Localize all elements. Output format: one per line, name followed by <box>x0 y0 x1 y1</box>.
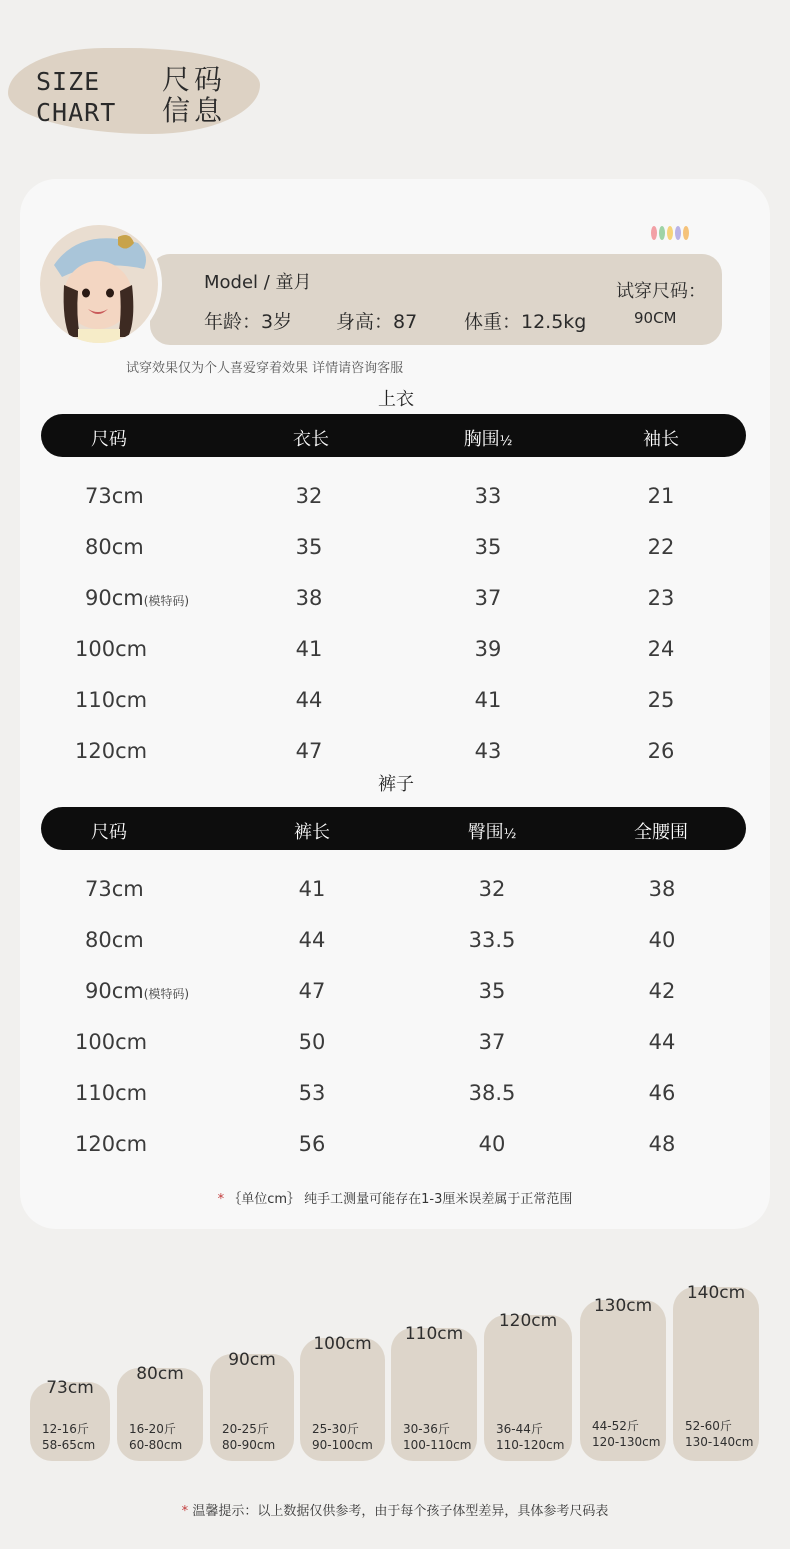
top-header-chest-half: ½ <box>499 434 513 449</box>
model-name: Model / 童月 <box>204 272 312 293</box>
measurement-cell: 44 <box>295 688 323 712</box>
table-row <box>0 1030 790 1070</box>
measurement-cell: 50 <box>298 1030 326 1054</box>
measurement-cell: 42 <box>648 979 676 1003</box>
size-cell <box>75 688 147 712</box>
table-row <box>0 535 790 575</box>
measurement-cell: 44 <box>648 1030 676 1054</box>
height-bar-height: 100-110cm <box>403 1438 472 1452</box>
size-value: 73cm <box>85 484 144 508</box>
size-value: 73cm <box>85 877 144 901</box>
measurement-cell: 32 <box>295 484 323 508</box>
table-row <box>0 1132 790 1172</box>
size-cell <box>75 1081 147 1105</box>
model-photo-illustration <box>40 225 158 343</box>
height-bar-height: 110-120cm <box>496 1438 565 1452</box>
height-bar-weight: 12-16斤 <box>42 1422 89 1436</box>
measurement-cell: 39 <box>474 637 502 661</box>
table-row <box>0 637 790 677</box>
size-cell <box>85 535 144 559</box>
measurement-cell: 33.5 <box>468 928 516 952</box>
size-value: 80cm <box>85 535 144 559</box>
measurement-cell: 56 <box>298 1132 326 1156</box>
size-cell <box>75 637 147 661</box>
table-row <box>0 979 790 1019</box>
table-row <box>0 1081 790 1121</box>
size-cell <box>85 928 144 952</box>
measurement-cell: 25 <box>647 688 675 712</box>
height-bar-info <box>42 1421 95 1453</box>
table-row <box>0 586 790 626</box>
measurement-cell: 23 <box>647 586 675 610</box>
measurement-cell: 37 <box>478 1030 506 1054</box>
header-title-cn-line1: 尺码 <box>162 63 227 96</box>
height-bar-label: 140cm <box>686 1283 746 1303</box>
size-value: 90cm <box>85 979 144 1003</box>
size-value: 100cm <box>75 1030 148 1054</box>
pants-section-title: 裤子 <box>378 774 414 795</box>
measurement-cell: 38 <box>648 877 676 901</box>
height-bar-label: 90cm <box>228 1350 276 1370</box>
size-cell <box>75 1030 147 1054</box>
header-title-cn-line2: 信息 <box>162 94 227 127</box>
measurement-cell: 26 <box>647 739 675 763</box>
height-bar-height: 90-100cm <box>312 1438 373 1452</box>
unit-note-text: ｛单位cm｝ 纯手工测量可能存在1-3厘米误差属于正常范围 <box>228 1192 573 1207</box>
size-cell <box>85 877 144 901</box>
tip-star: * <box>181 1504 189 1519</box>
header-title-en <box>36 66 146 128</box>
pants-header-waist: 全腰围 <box>634 822 688 843</box>
pants-header-size: 尺码 <box>91 822 127 843</box>
height-bar-weight: 36-44斤 <box>496 1422 543 1436</box>
measurement-cell: 35 <box>474 535 502 559</box>
height-bar-weight: 52-60斤 <box>685 1419 732 1433</box>
height-bar-label: 80cm <box>136 1364 184 1384</box>
measurement-cell: 46 <box>648 1081 676 1105</box>
height-bar-info <box>685 1418 753 1450</box>
pants-header-hip <box>422 818 562 844</box>
top-header-sleeve: 袖长 <box>643 429 679 450</box>
size-cell <box>85 484 144 508</box>
top-section-title: 上衣 <box>378 389 414 410</box>
measurement-cell: 38.5 <box>468 1081 516 1105</box>
height-bar-info <box>222 1421 275 1453</box>
measurement-cell: 43 <box>474 739 502 763</box>
model-weight: 体重：12.5kg <box>464 311 587 333</box>
table-row <box>0 877 790 917</box>
measurement-cell: 35 <box>295 535 323 559</box>
table-row <box>0 688 790 728</box>
measurement-cell: 48 <box>648 1132 676 1156</box>
size-value: 80cm <box>85 928 144 952</box>
height-bar-label: 73cm <box>46 1378 94 1398</box>
measurement-cell: 40 <box>478 1132 506 1156</box>
table-row <box>0 484 790 524</box>
measurement-cell: 33 <box>474 484 502 508</box>
height-bar-weight: 20-25斤 <box>222 1422 269 1436</box>
size-value: 100cm <box>75 637 148 661</box>
model-avatar <box>40 225 158 343</box>
height-bar-label: 110cm <box>404 1324 464 1344</box>
decorative-dots-icon <box>650 224 694 242</box>
header-title-en-line1: SIZE <box>36 67 101 96</box>
height-bar-weight: 44-52斤 <box>592 1419 639 1433</box>
measurement-cell: 22 <box>647 535 675 559</box>
size-cell <box>85 979 189 1003</box>
height-bar-height: 120-130cm <box>592 1435 661 1449</box>
height-bar-height: 130-140cm <box>685 1435 754 1449</box>
unit-note <box>0 1188 790 1207</box>
model-size-note: (模特码) <box>143 594 190 608</box>
table-row <box>0 928 790 968</box>
measurement-cell: 21 <box>647 484 675 508</box>
measurement-cell: 35 <box>478 979 506 1003</box>
measurement-cell: 44 <box>298 928 326 952</box>
pants-header-length: 裤长 <box>294 822 330 843</box>
height-bar-height: 58-65cm <box>42 1438 96 1452</box>
model-disclaimer: 试穿效果仅为个人喜爱穿着效果 详情请咨询客服 <box>126 361 404 376</box>
height-bar-height: 80-90cm <box>222 1438 276 1452</box>
height-bar-label: 100cm <box>313 1334 372 1354</box>
height-bar-height: 60-80cm <box>129 1438 183 1452</box>
measurement-cell: 32 <box>478 877 506 901</box>
pants-header-hip-label: 臀围 <box>467 822 504 843</box>
size-cell <box>75 1132 147 1156</box>
top-header-size: 尺码 <box>91 429 127 450</box>
size-value: 110cm <box>75 1081 148 1105</box>
measurement-cell: 38 <box>295 586 323 610</box>
height-bar-weight: 30-36斤 <box>403 1422 450 1436</box>
height-bar-weight: 16-20斤 <box>129 1422 176 1436</box>
size-value: 120cm <box>75 1132 148 1156</box>
size-value: 110cm <box>75 688 148 712</box>
height-bar-info <box>312 1421 373 1453</box>
try-size-value: 90CM <box>634 309 677 327</box>
height-bar-info <box>129 1421 182 1453</box>
header-title-en-line2: CHART <box>36 98 117 127</box>
unit-note-star: * <box>217 1192 225 1207</box>
height-bar-label: 130cm <box>593 1296 653 1316</box>
measurement-cell: 40 <box>648 928 676 952</box>
tip-note <box>0 1500 790 1519</box>
measurement-cell: 24 <box>647 637 675 661</box>
top-header-length: 衣长 <box>293 429 329 450</box>
header-title-cn <box>162 64 242 126</box>
height-bar-label: 120cm <box>498 1311 558 1331</box>
measurement-cell: 47 <box>295 739 323 763</box>
measurement-cell: 37 <box>474 586 502 610</box>
top-header-chest <box>418 425 558 451</box>
measurement-cell: 41 <box>295 637 323 661</box>
measurement-cell: 41 <box>474 688 502 712</box>
model-size-note: (模特码) <box>143 987 190 1001</box>
try-size-label: 试穿尺码： <box>616 281 706 302</box>
model-age: 年龄：3岁 <box>204 311 293 333</box>
height-bar-weight: 25-30斤 <box>312 1422 359 1436</box>
tip-text: 温馨提示：以上数据仅供参考，由于每个孩子体型差异，具体参考尺码表 <box>192 1504 609 1519</box>
size-value: 90cm <box>85 586 144 610</box>
height-bar-info <box>403 1421 471 1453</box>
measurement-cell: 41 <box>298 877 326 901</box>
height-bar-info <box>592 1418 660 1450</box>
measurement-cell: 53 <box>298 1081 326 1105</box>
height-bar-info <box>496 1421 564 1453</box>
top-header-chest-label: 胸围 <box>463 429 500 450</box>
model-height: 身高：87 <box>336 311 418 333</box>
size-cell <box>85 586 189 610</box>
size-cell <box>75 739 147 763</box>
pants-header-hip-half: ½ <box>503 827 517 842</box>
measurement-cell: 47 <box>298 979 326 1003</box>
size-value: 120cm <box>75 739 148 763</box>
